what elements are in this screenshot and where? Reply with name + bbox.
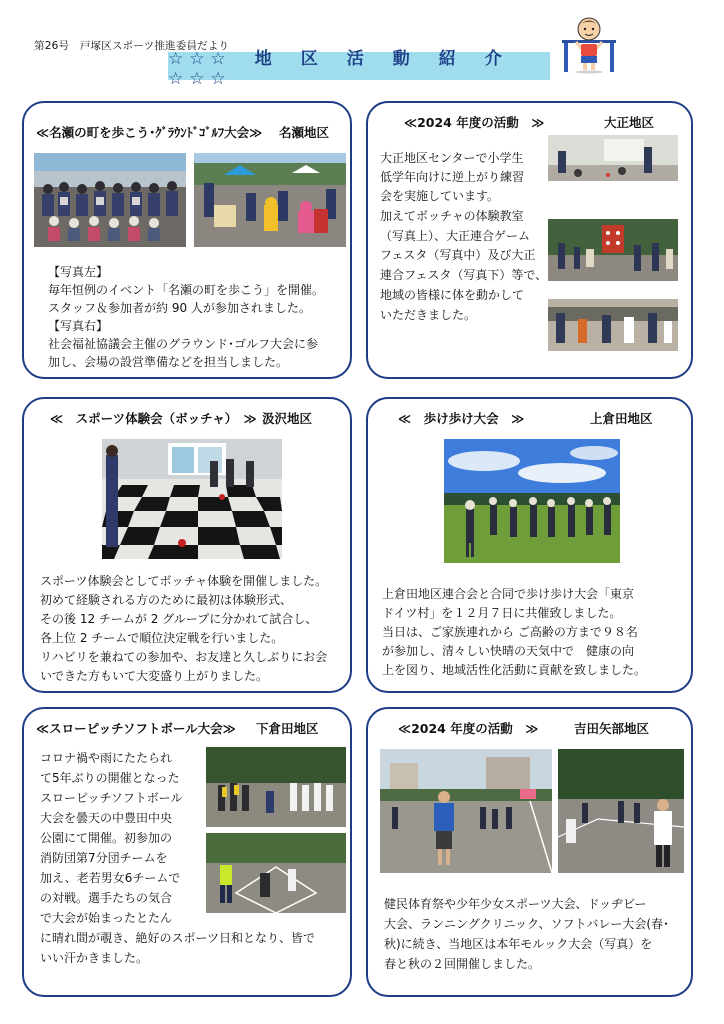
text-line: て5年ぶりの開催となった: [40, 771, 180, 785]
text-line: 毎年恒例のイベント「名瀬の町を歩こう」を開催。: [48, 283, 325, 297]
text-line: 上を図り、地域活性化活動に貢献を致しました。: [382, 663, 647, 677]
text-line: 初めて経験される方のために最初は体験形式、: [40, 593, 293, 607]
text-line: いい汗かきました。: [40, 951, 149, 965]
card-nase: [22, 101, 352, 379]
text-line: 秋)に続き、当地区は本年モルック大会（写真）を: [384, 937, 653, 951]
card-kamikurata: [366, 397, 693, 693]
card-title: ≪名瀬の町を歩こう･ｸﾞﾗｳﾝﾄﾞｺﾞﾙﾌ大会≫: [36, 125, 263, 140]
text-line: コロナ禍や雨にたたられ: [40, 751, 173, 765]
text-line: 【写真左】: [48, 265, 109, 279]
photo-molkky-spring: [380, 749, 552, 873]
text-line: 健民体育祭や少年少女スポーツ大会、ドッヂビー: [384, 897, 647, 911]
text-line: が参加し、清々しい快晴の天気中で 健康の向: [382, 644, 635, 658]
text-line: リハビリを兼ねての参加や、お友達と久しぶりにお会: [40, 650, 328, 664]
photo-boccia-class: [548, 135, 678, 181]
text-line: 大正地区センターで小学生: [380, 151, 524, 165]
text-line: 公園にて開催。初参加の: [40, 831, 173, 845]
boy-on-horizontal-bar-icon: [562, 14, 616, 74]
page-title: ☆☆☆ 地 区 活 動 紹 介 ☆☆☆: [168, 52, 550, 80]
text-line: 連合フェスタ（写真下）等で、: [380, 268, 548, 282]
text-line: 社会福祉協議会主催のグラウンド･ゴルフ大会に参: [48, 337, 319, 351]
text-line: に晴れ間が覗き、絶好のスポーツ日和となり、皆で: [40, 931, 316, 945]
photo-molkky-autumn: [558, 749, 684, 873]
issue-number: 第26号 戸塚区スポーツ推進委員だより: [34, 40, 230, 52]
card-title: ≪2024 年度の活動 ≫: [404, 115, 545, 130]
card-title: ≪ スポーツ体験会（ボッチャ） ≫: [50, 411, 257, 426]
text-line: 上倉田地区連合会と合同で歩け歩け大会「東京: [382, 587, 635, 601]
text-line: いできた方もいて大変盛り上がりました。: [40, 669, 269, 683]
text-line: その後 12 チームが 2 グループに分かれて試合し、: [40, 612, 318, 626]
text-line: 加え、老若男女6チームで: [40, 871, 181, 885]
card-title: ≪ 歩け歩け大会 ≫: [398, 411, 525, 426]
text-line: 地域の皆様に体を動かして: [380, 288, 525, 302]
text-line: 大会、ランニングクリニック、ソフトバレー大会(春･: [384, 917, 670, 931]
card-district: 汲沢地区: [262, 411, 313, 426]
text-line: 加えてボッチャの体験教室: [380, 209, 524, 223]
text-line: スポーツ体験会としてボッチャ体験を開催しました。: [40, 574, 328, 588]
text-line: 大会を曇天の中豊田中央: [40, 811, 173, 825]
card-yoshida-yabe: [366, 707, 693, 997]
text-line: 会を実施しています。: [380, 189, 500, 203]
card-district: 下倉田地区: [256, 721, 319, 736]
card-district: 名瀬地区: [279, 125, 330, 140]
photo-softball-game: [206, 833, 346, 913]
text-line: 当日は、ご家族連れから ご高齢の方まで９８名: [382, 625, 638, 639]
text-line: スタッフ＆参加者が約 90 人が参加されました。: [48, 301, 311, 315]
card-district: 大正地区: [604, 115, 655, 130]
text-line: フェスタ（写真中）及び大正: [380, 248, 536, 262]
photo-boccia-court: [102, 439, 282, 559]
card-district: 吉田矢部地区: [574, 721, 650, 736]
card-district: 上倉田地区: [590, 411, 653, 426]
card-title: ≪スローピッチソフトボール大会≫: [36, 721, 236, 736]
card-shimokurata: [22, 707, 352, 997]
photo-walking-event-group: [34, 153, 186, 247]
text-line: 【写真右】: [48, 319, 109, 333]
text-line: 低学年向けに逆上がり練習: [380, 170, 525, 184]
text-line: 春と秋の２回開催しました。: [384, 957, 541, 971]
text-line: で大会が始まったとたん: [40, 911, 173, 925]
card-gumisawa: [22, 397, 352, 693]
card-title: ≪2024 年度の活動 ≫: [398, 721, 539, 736]
card-taisho: [366, 101, 693, 379]
text-line: ドイツ村」を１２月７日に共催致しました。: [382, 606, 622, 620]
text-line: いただきました。: [380, 308, 477, 322]
text-line: 各上位 2 チームで順位決定戦を行いました。: [40, 631, 284, 645]
photo-ground-golf: [194, 153, 346, 247]
photo-game-festa: [548, 219, 678, 281]
text-line: （写真上）、大正連合ゲーム: [380, 229, 531, 243]
text-line: 消防団第7分団チームを: [40, 851, 168, 865]
photo-walking-rally: [444, 439, 620, 563]
photo-taisho-festa: [548, 299, 678, 351]
text-line: 加し、会場の設営準備などを担当しました。: [48, 355, 289, 369]
photo-softball-lineup: [206, 747, 346, 827]
text-line: スローピッチソフトボール: [40, 791, 183, 805]
text-line: の対戦。選手たちの気合: [40, 891, 173, 905]
